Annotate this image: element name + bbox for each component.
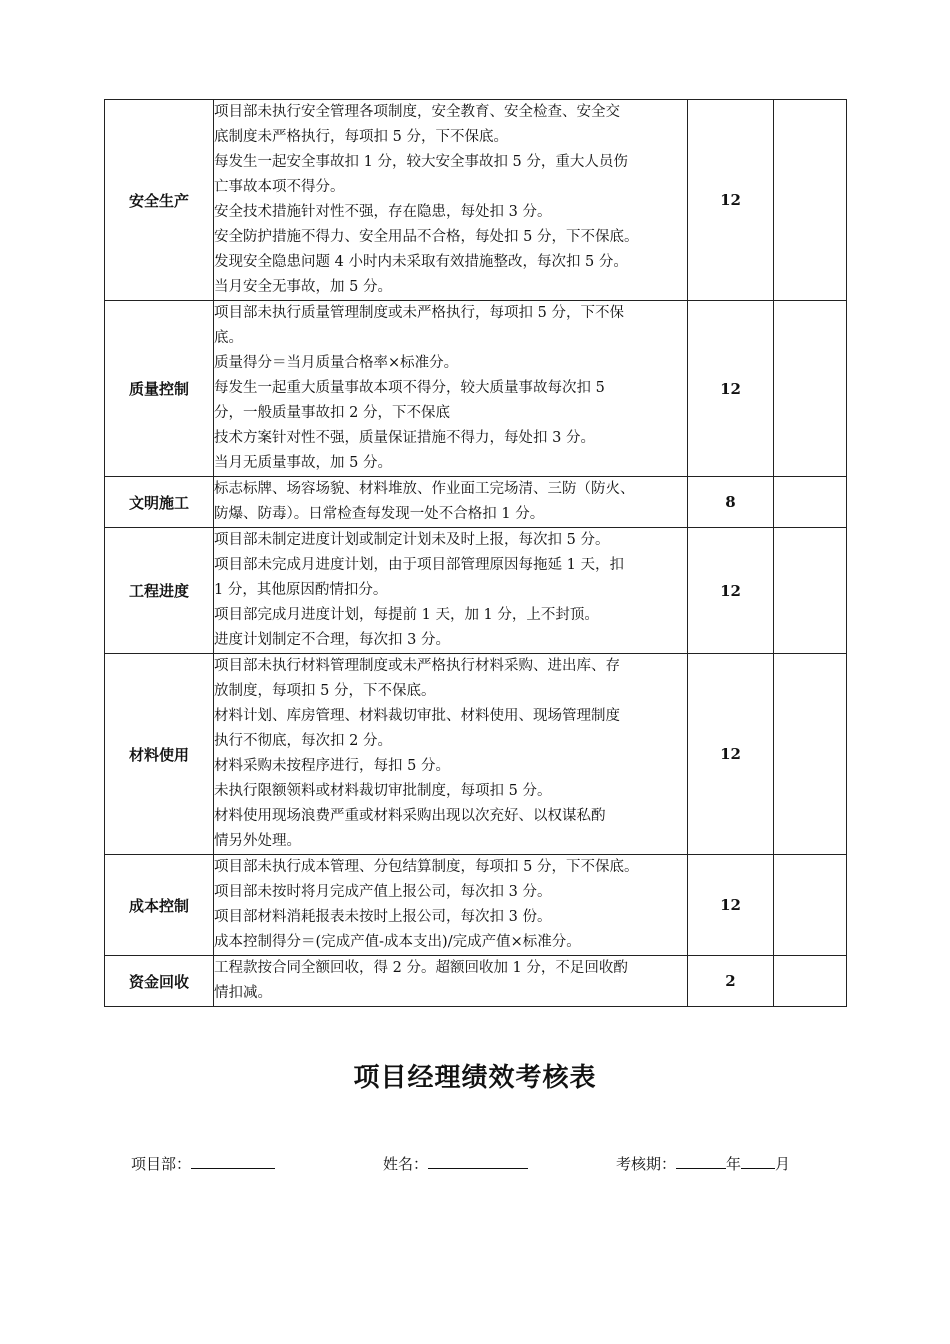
criteria-line: 底制度未严格执行，每项扣 5 分，下不保底。 <box>214 129 508 145</box>
criteria-line: 项目部未制定进度计划或制定计划未及时上报，每次扣 5 分。 <box>214 532 610 548</box>
table-row <box>105 477 847 528</box>
standard-score-cell: 2 <box>688 956 774 1007</box>
form-title: 项目经理绩效考核表 <box>353 1063 597 1093</box>
criteria-cell <box>214 855 688 956</box>
criteria-line: 项目部完成月进度计划，每提前 1 天，加 1 分，上不封顶。 <box>214 607 599 623</box>
category-cell: 工程进度 <box>105 528 214 654</box>
criteria-cell <box>214 301 688 477</box>
category-cell: 成本控制 <box>105 855 214 956</box>
criteria-line: 每发生一起重大质量事故本项不得分，较大质量事故每次扣 5 <box>214 380 605 396</box>
criteria-line: 工程款按合同全额回收，得 2 分。超额回收加 1 分，不足回收酌 <box>214 960 628 976</box>
criteria-line: 技术方案针对性不强，质量保证措施不得力，每处扣 3 分。 <box>214 430 595 446</box>
year-input-line[interactable] <box>676 1154 726 1169</box>
table-row <box>105 855 847 956</box>
month-label: 月 <box>775 1155 791 1173</box>
criteria-line: 项目部材料消耗报表未按时上报公司，每次扣 3 份。 <box>214 909 552 925</box>
criteria-line: 安全防护措施不得力、安全用品不合格，每处扣 5 分，下不保底。 <box>214 229 639 245</box>
criteria-cell <box>214 100 688 301</box>
criteria-cell <box>214 477 688 528</box>
actual-score-cell[interactable] <box>774 528 847 654</box>
criteria-line: 材料计划、库房管理、材料裁切审批、材料使用、现场管理制度 <box>214 708 620 724</box>
year-label: 年 <box>726 1155 742 1173</box>
category-cell: 资金回收 <box>105 956 214 1007</box>
criteria-cell <box>214 956 688 1007</box>
assessment-table <box>104 99 847 1007</box>
table-row <box>105 301 847 477</box>
criteria-line: 质量得分＝当月质量合格率×标准分。 <box>214 355 459 371</box>
standard-score-cell: 12 <box>688 528 774 654</box>
actual-score-cell[interactable] <box>774 100 847 301</box>
criteria-line: 项目部未执行成本管理、分包结算制度，每项扣 5 分，下不保底。 <box>214 859 639 875</box>
criteria-cell <box>214 528 688 654</box>
criteria-line: 亡事故本项不得分。 <box>214 179 345 195</box>
standard-score-cell: 12 <box>688 301 774 477</box>
criteria-line: 材料采购未按程序进行，每扣 5 分。 <box>214 758 450 774</box>
criteria-line: 成本控制得分＝(完成产值-成本支出)/完成产值×标准分。 <box>214 934 581 950</box>
category-cell: 质量控制 <box>105 301 214 477</box>
criteria-line: 执行不彻底，每次扣 2 分。 <box>214 733 392 749</box>
standard-score-cell: 12 <box>688 654 774 855</box>
criteria-line: 每发生一起安全事故扣 1 分，较大安全事故扣 5 分，重大人员伤 <box>214 154 628 170</box>
table-row <box>105 100 847 301</box>
criteria-line: 项目部未执行材料管理制度或未严格执行材料采购、进出库、存 <box>214 658 620 674</box>
criteria-line: 发现安全隐患问题 4 小时内未采取有效措施整改，每次扣 5 分。 <box>214 254 628 270</box>
criteria-line: 材料使用现场浪费严重或材料采购出现以次充好、以权谋私酌 <box>214 808 606 824</box>
dept-label: 项目部： <box>131 1155 192 1173</box>
criteria-line: 标志标牌、场容场貌、材料堆放、作业面工完场清、三防（防火、 <box>214 481 635 497</box>
criteria-line: 项目部未执行安全管理各项制度，安全教育、安全检查、安全交 <box>214 104 620 120</box>
dept-input-line[interactable] <box>191 1154 275 1169</box>
criteria-line: 放制度，每项扣 5 分，下不保底。 <box>214 683 436 699</box>
category-cell: 文明施工 <box>105 477 214 528</box>
criteria-line: 底。 <box>214 330 243 346</box>
standard-score-cell: 8 <box>688 477 774 528</box>
actual-score-cell[interactable] <box>774 301 847 477</box>
criteria-line: 项目部未完成月进度计划，由于项目部管理原因每拖延 1 天，扣 <box>214 557 624 573</box>
actual-score-cell[interactable] <box>774 654 847 855</box>
category-cell: 材料使用 <box>105 654 214 855</box>
category-cell: 安全生产 <box>105 100 214 301</box>
period-field <box>616 1153 790 1174</box>
standard-score-cell: 12 <box>688 855 774 956</box>
assessment-table-body <box>105 100 847 1007</box>
month-input-line[interactable] <box>741 1154 775 1169</box>
name-field <box>383 1153 528 1174</box>
table-row <box>105 654 847 855</box>
table-row <box>105 956 847 1007</box>
criteria-line: 防爆、防毒）。日常检查每发现一处不合格扣 1 分。 <box>214 506 545 522</box>
criteria-line: 当月安全无事故，加 5 分。 <box>214 279 392 295</box>
criteria-line: 当月无质量事故，加 5 分。 <box>214 455 392 471</box>
criteria-line: 分，一般质量事故扣 2 分，下不保底 <box>214 405 450 421</box>
criteria-line: 安全技术措施针对性不强，存在隐患，每处扣 3 分。 <box>214 204 552 220</box>
period-label: 考核期： <box>616 1155 677 1173</box>
actual-score-cell[interactable] <box>774 956 847 1007</box>
criteria-line: 项目部未执行质量管理制度或未严格执行，每项扣 5 分，下不保 <box>214 305 624 321</box>
criteria-line: 项目部未按时将月完成产值上报公司，每次扣 3 分。 <box>214 884 552 900</box>
criteria-line: 进度计划制定不合理，每次扣 3 分。 <box>214 632 450 648</box>
table-row <box>105 528 847 654</box>
criteria-line: 情另外处理。 <box>214 833 301 849</box>
standard-score-cell: 12 <box>688 100 774 301</box>
name-label: 姓名： <box>383 1155 429 1173</box>
actual-score-cell[interactable] <box>774 477 847 528</box>
criteria-cell <box>214 654 688 855</box>
dept-field <box>131 1153 275 1174</box>
criteria-line: 未执行限额领料或材料裁切审批制度，每项扣 5 分。 <box>214 783 552 799</box>
criteria-line: 情扣减。 <box>214 985 272 1001</box>
criteria-line: 1 分，其他原因酌情扣分。 <box>214 582 388 598</box>
name-input-line[interactable] <box>428 1154 528 1169</box>
actual-score-cell[interactable] <box>774 855 847 956</box>
